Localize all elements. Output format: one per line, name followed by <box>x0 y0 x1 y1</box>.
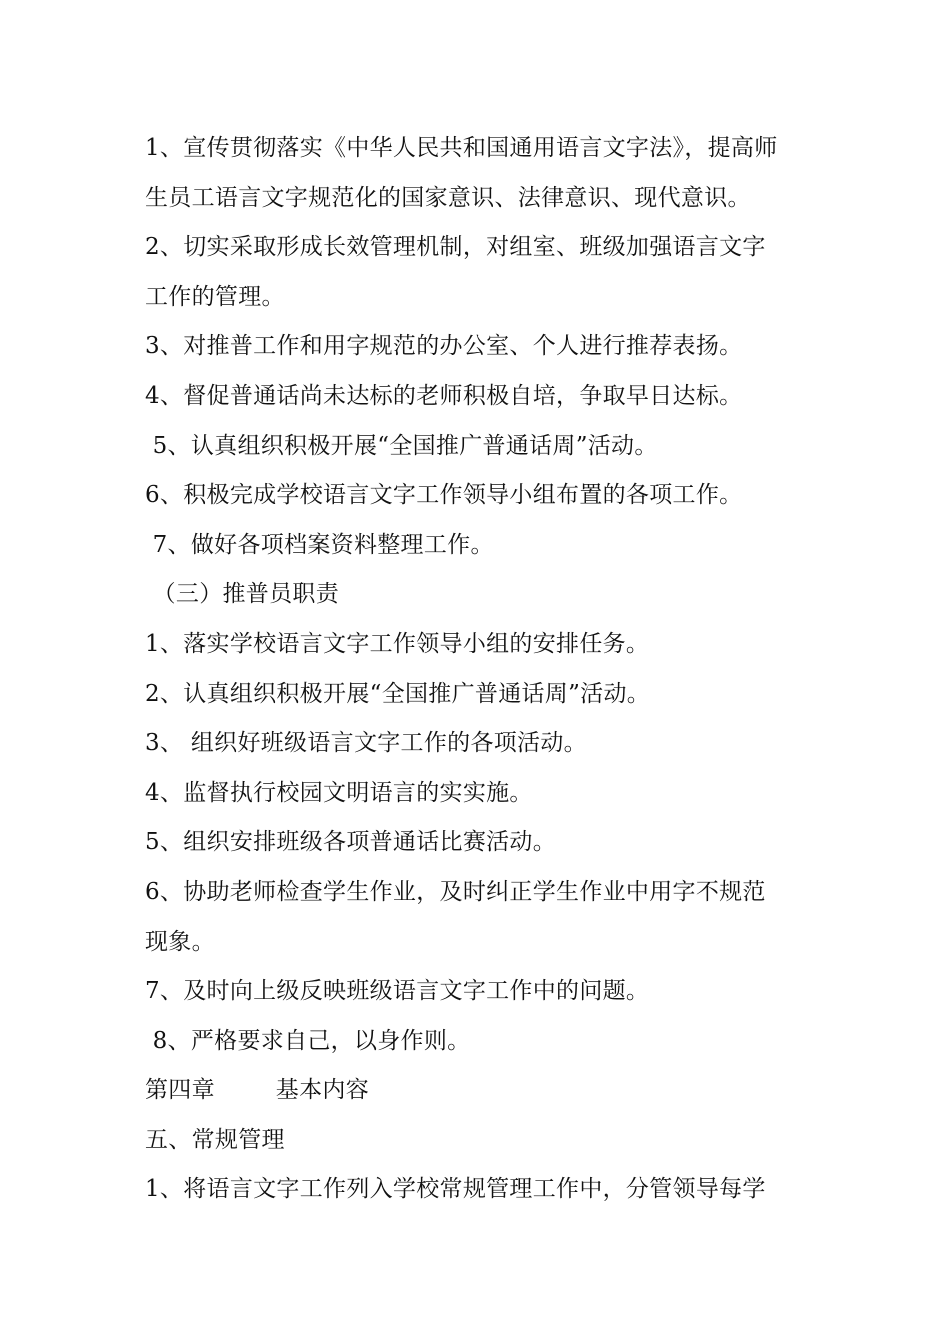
section-heading: 五、常规管理 <box>145 1126 285 1153</box>
section-heading: （三）推普员职责 <box>145 581 340 608</box>
text-line: 6、协助老师检查学生作业，及时纠正学生作业中用字不规范 <box>145 878 766 905</box>
text-line: 1、将语言文字工作列入学校常规管理工作中，分管领导每学 <box>145 1176 766 1203</box>
text-line: 7、做好各项档案资料整理工作。 <box>145 531 494 558</box>
text-line: 4、监督执行校园文明语言的实实施。 <box>145 779 533 806</box>
text-line: 生员工语言文字规范化的国家意识、法律意识、现代意识。 <box>145 184 751 211</box>
document-body <box>145 124 825 1215</box>
text-line: 5、认真组织积极开展“全国推广普通话周”活动。 <box>145 432 658 459</box>
text-line: 现象。 <box>145 928 215 955</box>
text-line: 8、严格要求自己，以身作则。 <box>145 1027 471 1054</box>
text-line: 1、落实学校语言文字工作领导小组的安排任务。 <box>145 630 650 657</box>
text-line: 4、督促普通话尚未达标的老师积极自培，争取早日达标。 <box>145 382 743 409</box>
text-line: 2、认真组织积极开展“全国推广普通话周”活动。 <box>145 680 651 707</box>
text-line: 7、及时向上级反映班级语言文字工作中的问题。 <box>145 978 650 1005</box>
text-line: 2、切实采取形成长效管理机制，对组室、班级加强语言文字 <box>145 234 766 261</box>
text-line: 3、对推普工作和用字规范的办公室、个人进行推荐表扬。 <box>145 333 743 360</box>
text-line: 5、组织安排班级各项普通话比赛活动。 <box>145 829 557 856</box>
text-line: 1、宣传贯彻落实《中华人民共和国通用语言文字法》，提高师 <box>145 135 778 161</box>
text-line: 6、积极完成学校语言文字工作领导小组布置的各项工作。 <box>145 482 743 509</box>
text-line: 3、 组织好班级语言文字工作的各项活动。 <box>145 730 587 757</box>
text-line: 工作的管理。 <box>145 283 285 310</box>
chapter-heading: 第四章 基本内容 <box>145 1077 369 1104</box>
